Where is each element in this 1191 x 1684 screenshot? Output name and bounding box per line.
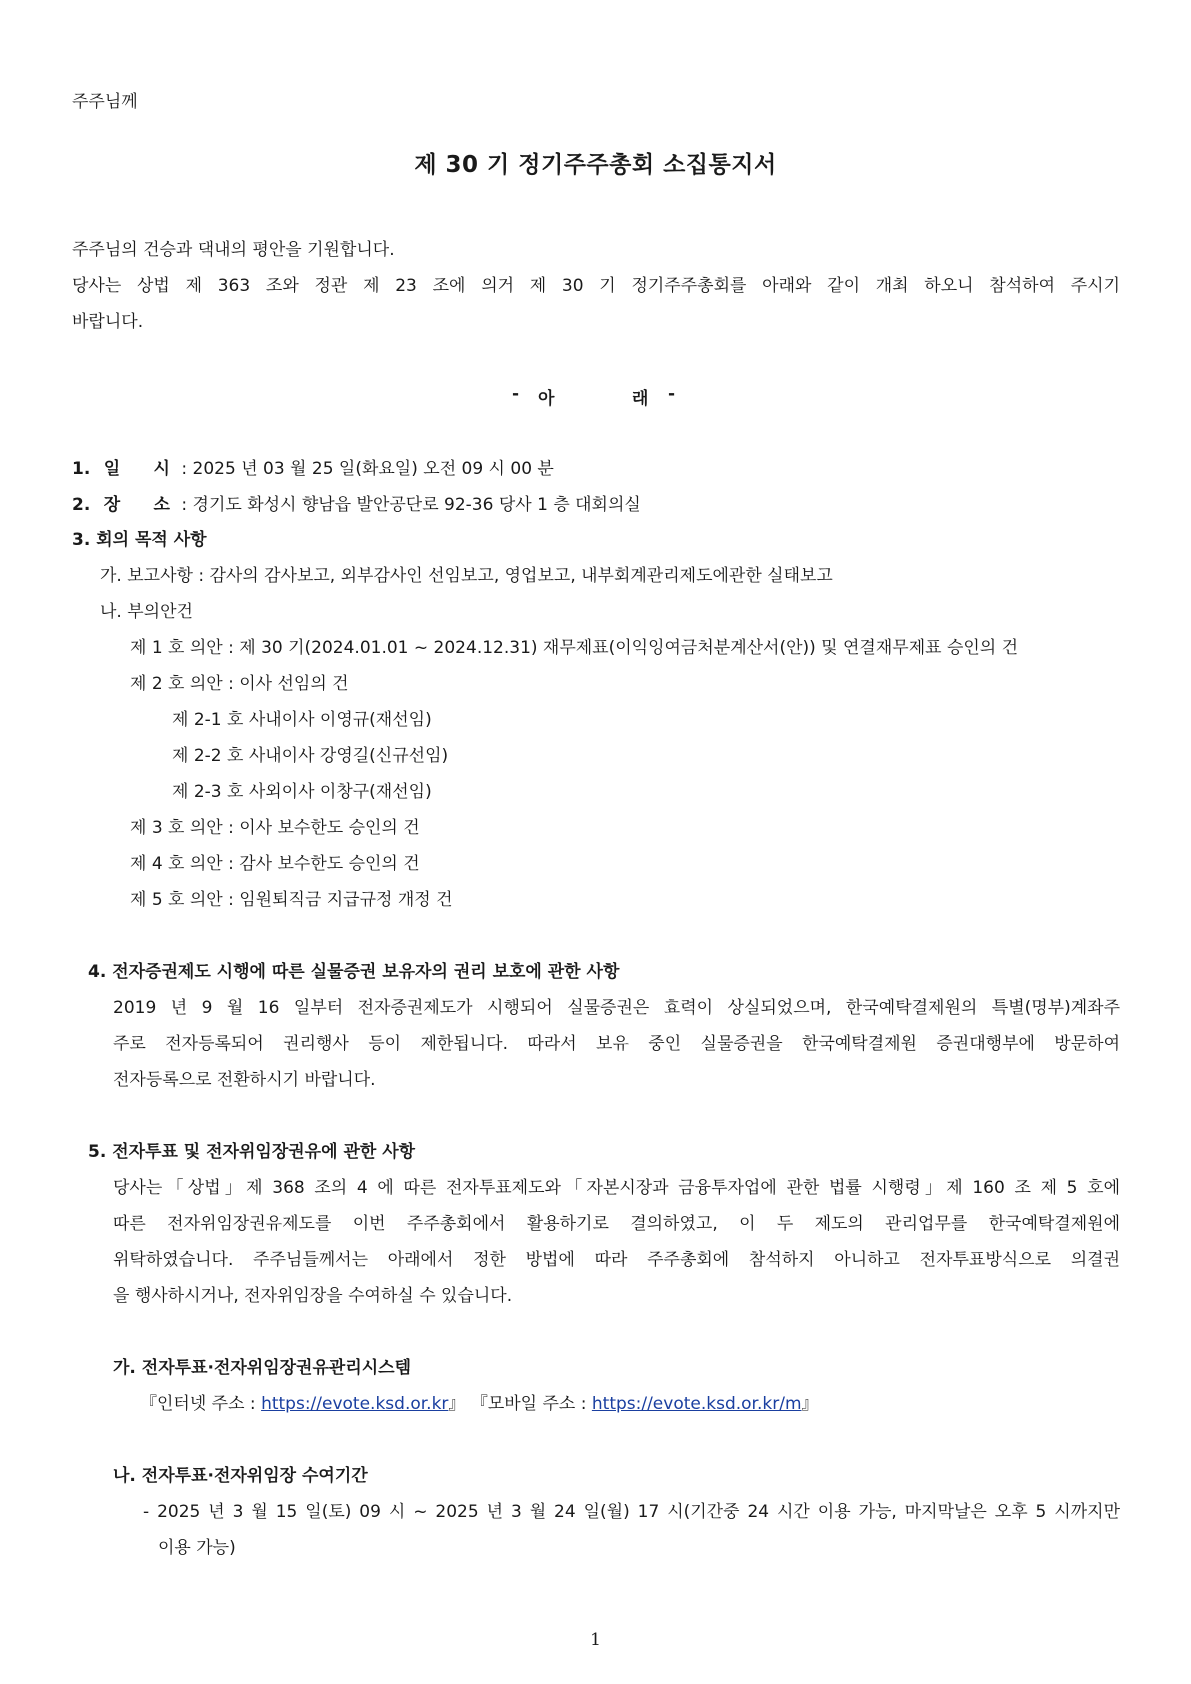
item-3-heading: 3. 회의 목적 사항 [72, 530, 207, 550]
agenda-item: 제 1 호 의안 : 제 30 기(2024.01.01 ~ 2024.12.31) 재무제표(이익잉여금처분계산서(안)) 및 연결재무제표 승인의 건 [130, 638, 1019, 658]
agenda-subitem: 제 2-2 호 사내이사 강영길(신규선임) [172, 746, 449, 766]
internet-address-label: 『인터넷 주소 : [140, 1394, 262, 1414]
date-value: : 2025 년 03 월 25 일(화요일) 오전 09 시 00 분 [181, 459, 554, 479]
agenda-subitem: 제 2-1 호 사내이사 이영규(재선임) [172, 710, 432, 730]
intro-line-1: 주주님의 건승과 댁내의 평안을 기원합니다. [72, 240, 395, 260]
item-number: 1. [72, 459, 91, 479]
item-number: 2. [72, 495, 91, 515]
item-place [72, 493, 641, 517]
intro-line-2: 당사는 상법 제 363 조와 정관 제 23 조에 의거 제 30 기 정기주주총회를 아래와 같이 개최 하오니 참석하여 주시기 [72, 276, 1120, 296]
item-date [72, 457, 554, 481]
agenda-heading: 나. 부의안건 [100, 602, 193, 622]
item-5-text-line: 따른 전자위임장권유제도를 이번 주주총회에서 활용하기로 결의하였고, 이 두 제도의 관리업무를 한국예탁결제원에 [113, 1214, 1120, 1234]
label-char: 시 [153, 459, 170, 479]
bracket-close: 』 [801, 1394, 819, 1414]
agenda-subitem: 제 2-3 호 사외이사 이창구(재선임) [172, 782, 432, 802]
agenda-item: 제 4 호 의안 : 감사 보수한도 승인의 건 [130, 854, 420, 874]
label-char: 장 [103, 495, 121, 515]
salutation: 주주님께 [72, 92, 138, 112]
evote-period-line: - 2025 년 3 월 15 일(토) 09 시 ~ 2025 년 3 월 24 일(월) 17 시(기간중 24 시간 이용 가능, 마지막날은 오후 5 시까지만 [143, 1502, 1120, 1522]
item-4-text-line: 2019 년 9 월 16 일부터 전자증권제도가 시행되어 실물증권은 효력이 상실되었으며, 한국예탁결제원의 특별(명부)계좌주 [113, 998, 1120, 1018]
evote-system-heading: 가. 전자투표·전자위임장권유관리시스템 [113, 1358, 412, 1378]
item-5-text-line: 당사는「상법」제 368 조의 4 에 따른 전자투표제도와「자본시장과 금융투자업에 관한 법률 시행령」제 160 조 제 5 호에 [113, 1178, 1120, 1198]
arae-left: 아 [538, 389, 555, 409]
evote-addresses [140, 1392, 819, 1416]
evote-period-heading: 나. 전자투표·전자위임장 수여기간 [113, 1466, 368, 1486]
mobile-address-link[interactable]: https://evote.ksd.or.kr/m [591, 1394, 802, 1414]
item-4-heading: 4. 전자증권제도 시행에 따른 실물증권 보유자의 권리 보호에 관한 사항 [88, 962, 620, 982]
item-5-heading: 5. 전자투표 및 전자위임장권유에 관한 사항 [88, 1142, 416, 1162]
bracket-close: 』 [448, 1394, 466, 1414]
arae-dash-left: - [512, 384, 520, 404]
page-number: 1 [590, 1630, 601, 1650]
evote-period-line: 이용 가능) [158, 1538, 236, 1558]
arae-dash-right: - [668, 384, 676, 404]
item-5-text-line: 위탁하였습니다. 주주님들께서는 아래에서 정한 방법에 따라 주주총회에 참석하지 아니하고 전자투표방식으로 의결권 [113, 1250, 1120, 1270]
report-items: 가. 보고사항 : 감사의 감사보고, 외부감사인 선임보고, 영업보고, 내부회계관리제도에관한 실태보고 [100, 566, 833, 586]
agenda-item: 제 2 호 의안 : 이사 선임의 건 [130, 674, 349, 694]
label-char: 소 [153, 495, 170, 515]
agenda-item: 제 5 호 의안 : 임원퇴직금 지급규정 개정 건 [130, 890, 453, 910]
item-5-text-line: 을 행사하시거나, 전자위임장을 수여하실 수 있습니다. [113, 1286, 513, 1306]
agenda-item: 제 3 호 의안 : 이사 보수한도 승인의 건 [130, 818, 420, 838]
place-value: : 경기도 화성시 향남읍 발안공단로 92-36 당사 1 층 대회의실 [181, 495, 641, 515]
internet-address-link[interactable]: https://evote.ksd.or.kr [261, 1394, 449, 1414]
item-4-text-line: 전자등록으로 전환하시기 바랍니다. [113, 1070, 376, 1090]
intro-line-3: 바랍니다. [72, 312, 144, 332]
item-4-text-line: 주로 전자등록되어 권리행사 등이 제한됩니다. 따라서 보유 중인 실물증권을 한국예탁결제원 증권대행부에 방문하여 [113, 1034, 1120, 1054]
page-title: 제 30 기 정기주주총회 소집통지서 [414, 152, 777, 178]
label-char: 일 [103, 459, 121, 479]
arae-right: 래 [632, 389, 649, 409]
mobile-address-label: 『모바일 주소 : [465, 1394, 592, 1414]
